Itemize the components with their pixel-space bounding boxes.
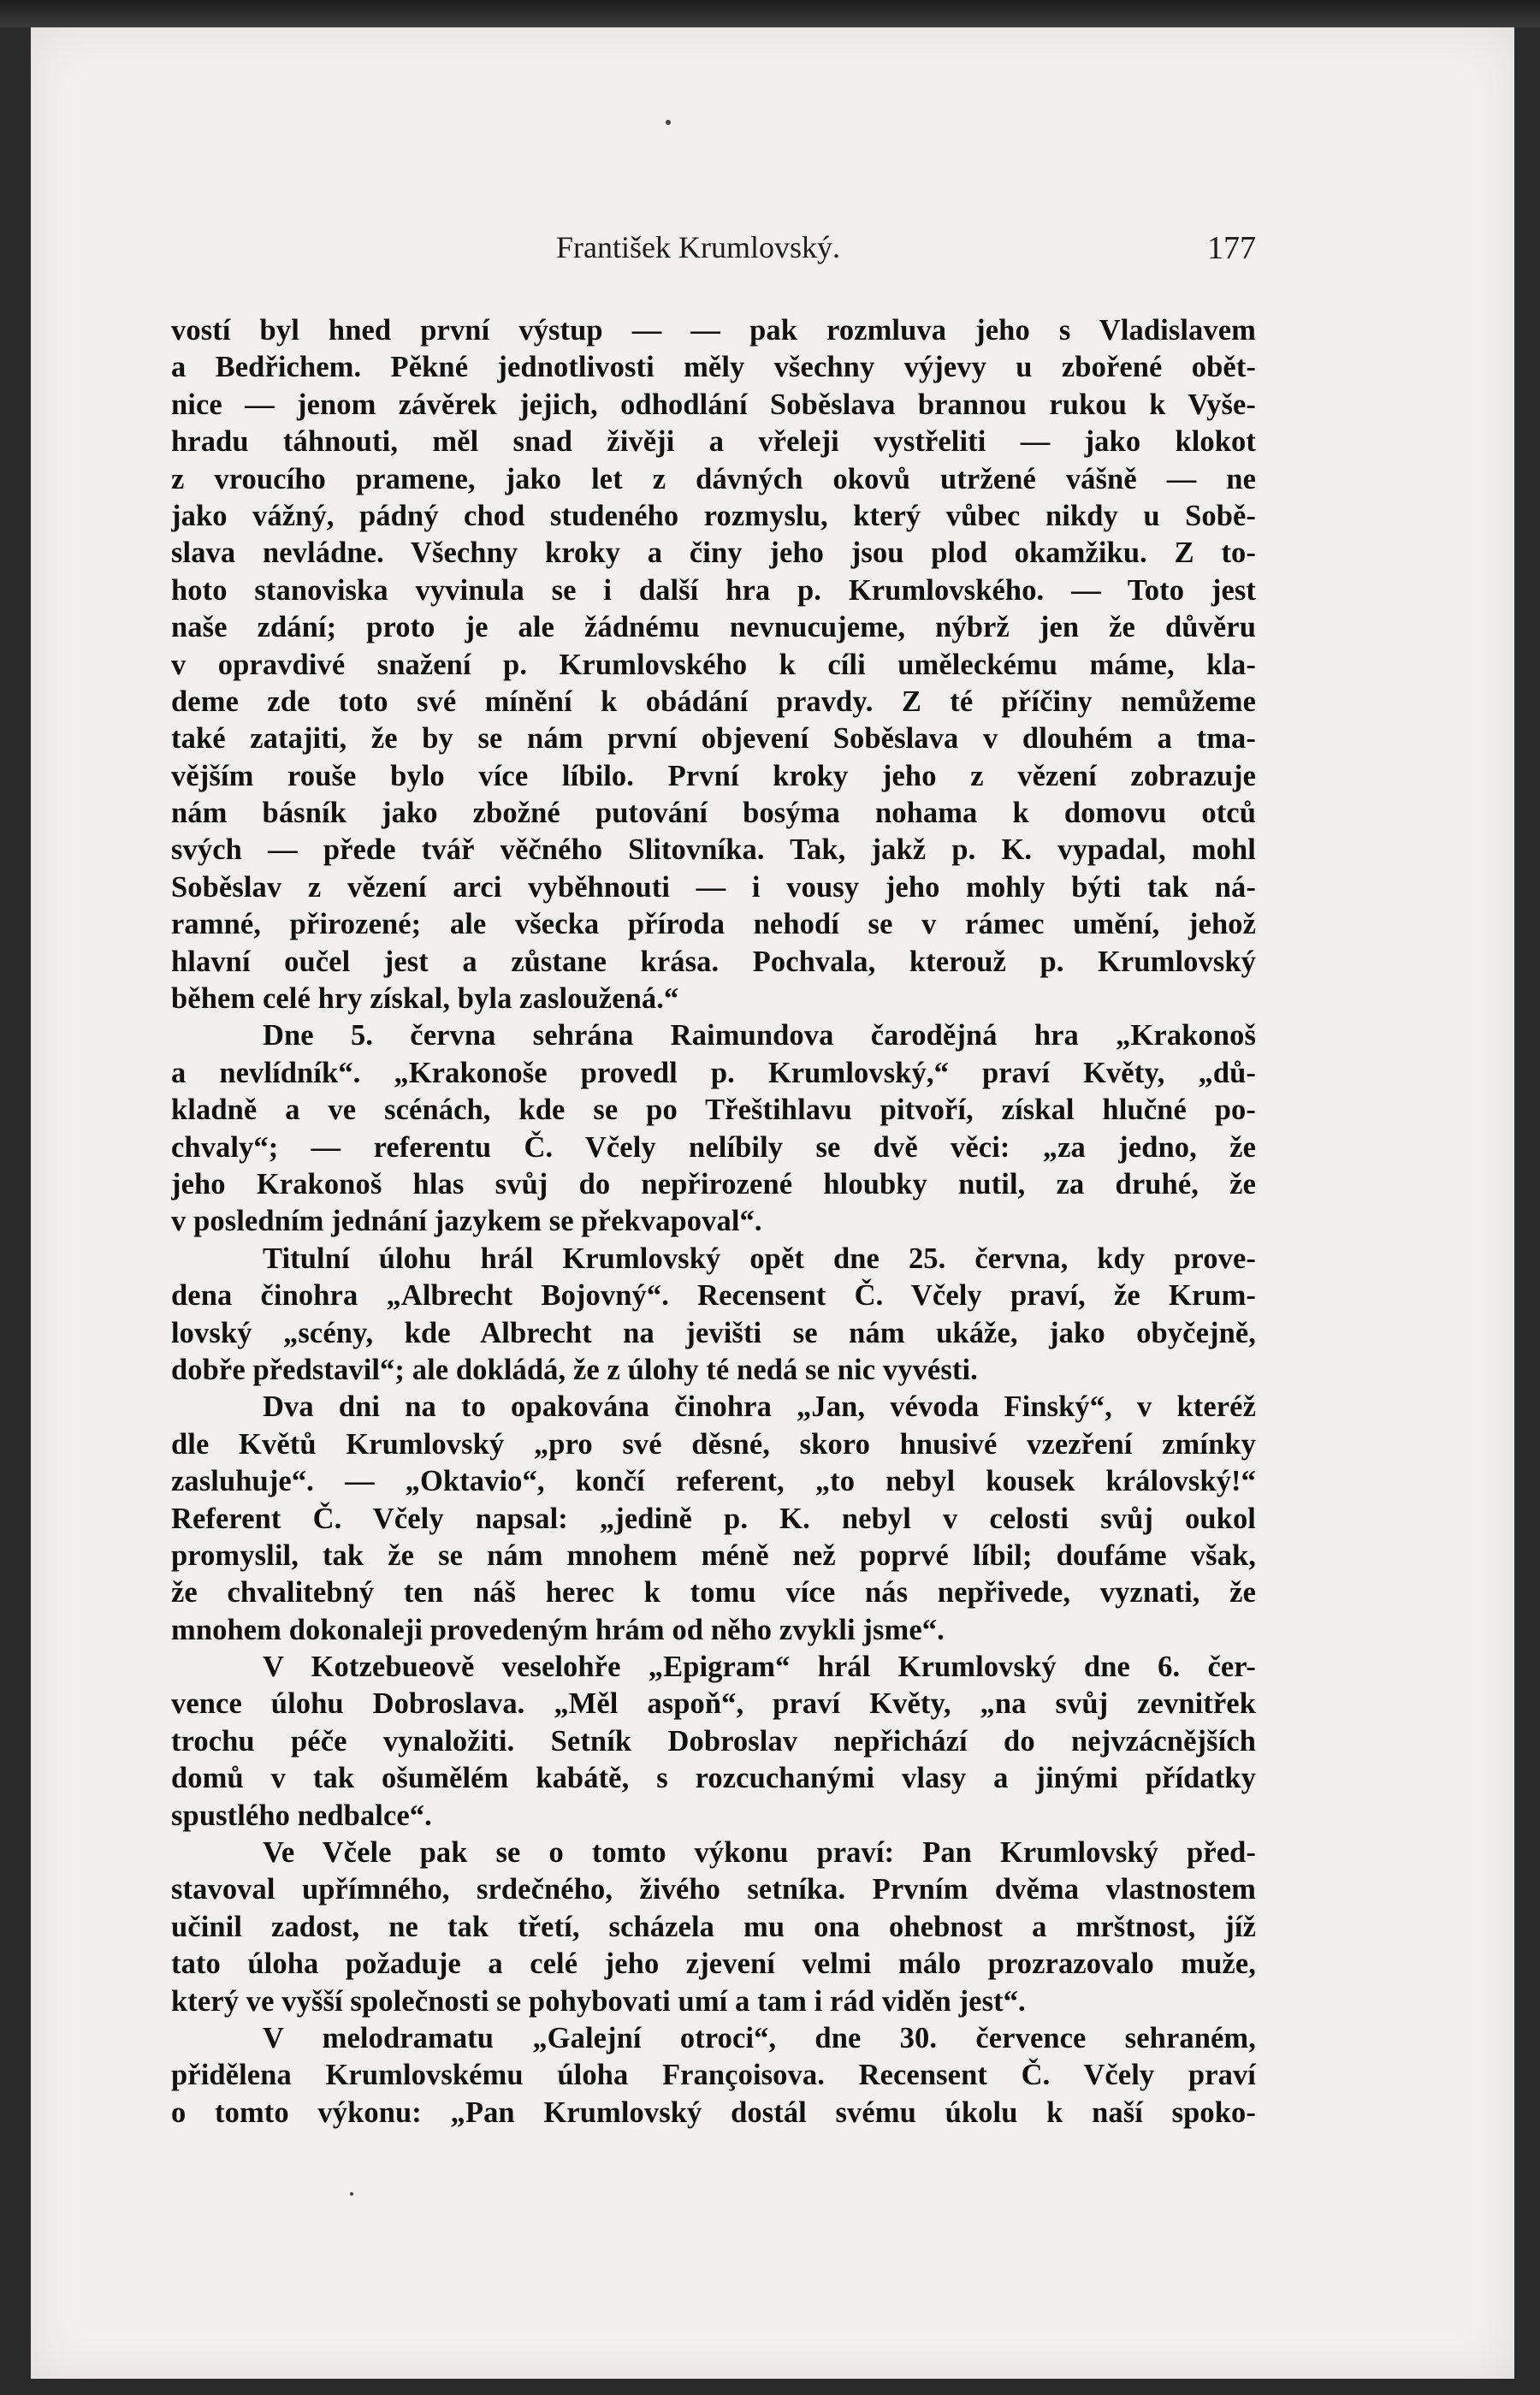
text-line: tato úloha požaduje a celé jeho zjevení velmi málo prozrazovalo muže, (171, 1947, 1256, 1981)
text-line: deme zde toto své mínění k obádání pravdy. Z té příčiny nemůžeme (171, 685, 1256, 718)
text-line: kladně a ve scénách, kde se po Třeštihlavu pitvoří, získal hlučné po- (171, 1094, 1256, 1127)
text-line: vence úlohu Dobroslava. „Měl aspoň“, praví Květy, „na svůj zevnitřek (171, 1687, 1256, 1721)
page-header (171, 229, 1256, 264)
text-line: nám básník jako zbožné putování bosýma nohama k domovu otců (171, 797, 1256, 830)
text-line: v posledním jednání jazykem se překvapoval“. (171, 1205, 762, 1238)
text-line: Referent Č. Včely napsal: „jedině p. K. nebyl v celosti svůj oukol (171, 1502, 1256, 1535)
speck (350, 2192, 353, 2196)
text-line: hoto stanoviska vyvinula se i další hra p. Krumlovského. — Toto jest (171, 573, 1256, 607)
text-line: Titulní úlohu hrál Krumlovský opět dne 25. června, kdy prove- (263, 1242, 1256, 1275)
text-line: hlavní oučel jest a zůstane krása. Pochvala, kterouž p. Krumlovský (171, 945, 1256, 978)
text-line: Dne 5. června sehrána Raimundova čarodějná hra „Krakonoš (263, 1019, 1256, 1052)
text-line: mnohem dokonaleji provedeným hrám od něho zvykli jsme“. (171, 1613, 945, 1646)
text-line: spustlého nedbalce“. (171, 1799, 432, 1832)
text-line: také zatajiti, že by se nám první objevení Soběslava v dlouhém a tma- (171, 722, 1256, 756)
body-text (171, 312, 1256, 2131)
text-line: Dva dni na to opakována činohra „Jan, vévoda Finský“, v kteréž (263, 1390, 1256, 1424)
text-line: hradu táhnouti, měl snad živěji a vřeleji vystřeliti — jako klokot (171, 425, 1256, 459)
text-line: dena činohra „Albrecht Bojovný“. Recensent Č. Včely praví, že Krum- (171, 1279, 1256, 1313)
text-line: a Bedřichem. Pěkné jednotlivosti měly všechny výjevy u zbořené obět- (171, 351, 1256, 384)
text-line: naše zdání; proto je ale žádnému nevnucujeme, nýbrž jen že důvěru (171, 611, 1256, 644)
running-head: František Krumlovský. (556, 230, 840, 264)
text-line: nice — jenom závěrek jejich, odhodlání Soběslava brannou rukou k Vyše- (171, 388, 1256, 421)
text-line: jako vážný, pádný chod studeného rozmyslu, který vůbec nikdy u Sobě- (171, 499, 1256, 532)
text-line: a nevlídník“. „Krakonoše provedl p. Krumlovský,“ praví Květy, „dů- (171, 1056, 1256, 1089)
text-line: V melodramatu „Galejní otroci“, dne 30. července sehraném, (263, 2021, 1256, 2054)
speck (666, 120, 671, 125)
text-line: slava nevládne. Všechny kroky a činy jeho jsou plod okamžiku. Z to- (171, 537, 1256, 570)
text-line: učinil zadost, ne tak třetí, scházela mu ona ohebnost a mrštnost, jíž (171, 1910, 1256, 1943)
text-line: že chvalitebný ten náš herec k tomu více nás nepřivede, vyznati, že (171, 1576, 1256, 1610)
text-line: v opravdivé snažení p. Krumlovského k cíli uměleckému máme, kla- (171, 648, 1256, 681)
text-line: dobře představil“; ale dokládá, že z úlohy té nedá se nic vyvésti. (171, 1353, 978, 1386)
page-number: 177 (1207, 230, 1256, 266)
text-line: vostí byl hned první výstup — — pak rozmluva jeho s Vladislavem (171, 314, 1256, 347)
text-line: jeho Krakonoš hlas svůj do nepřirozené hloubky nutil, za druhé, že (171, 1167, 1256, 1200)
text-line: lovský „scény, kde Albrecht na jevišti se nám ukáže, jako obyčejně, (171, 1316, 1256, 1349)
text-line: přidělena Krumlovskému úloha Françoisova. Recensent Č. Včely praví (171, 2059, 1256, 2092)
text-line: o tomto výkonu: „Pan Krumlovský dostál svému úkolu k naší spoko- (171, 2096, 1256, 2129)
scan-edge (0, 0, 1540, 27)
text-line: stavoval upřímného, srdečného, živého setníka. Prvním dvěma vlastnostem (171, 1873, 1256, 1906)
text-line: Soběslav z vězení arci vyběhnouti — i vousy jeho mohly býti tak ná- (171, 870, 1256, 904)
text-line: který ve vyšší společnosti se pohybovati umí a tam i rád viděn jest“. (171, 1984, 1026, 2018)
text-line: promyslil, tak že se nám mnohem méně než poprvé líbil; doufáme však, (171, 1538, 1256, 1572)
text-line: zasluhuje“. — „Oktavio“, končí referent, „to nebyl kousek královský!“ (171, 1465, 1256, 1498)
text-line: V Kotzebueově veselohře „Epigram“ hrál Krumlovský dne 6. čer- (263, 1651, 1256, 1684)
text-line: Ve Včele pak se o tomto výkonu praví: Pan Krumlovský před- (263, 1836, 1256, 1870)
text-line: chvaly“; — referentu Č. Včely nelíbily se dvě věci: „za jedno, že (171, 1130, 1256, 1164)
text-line: trochu péče vynaložiti. Setník Dobroslav nepřichází do nejvzácnějších (171, 1724, 1256, 1758)
text-line: dle Květů Krumlovský „pro své děsné, skoro hnusivé vzezření zmínky (171, 1427, 1256, 1461)
text-line: vějším rouše bylo více líbilo. První kroky jeho z vězení zobrazuje (171, 759, 1256, 792)
text-line: domů v tak ošumělém kabátě, s rozcuchanými vlasy a jinými přídatky (171, 1762, 1256, 1795)
text-line: během celé hry získal, byla zasloužená.“ (171, 982, 679, 1016)
text-line: z vroucího pramene, jako let z dávných okovů utržené vášně — ne (171, 462, 1256, 495)
text-line: ramné, přirozené; ale všecka příroda nehodí se v rámec umění, jehož (171, 908, 1256, 941)
text-line: svých — přede tvář věčného Slitovníka. Tak, jakž p. K. vypadal, mohl (171, 833, 1256, 867)
